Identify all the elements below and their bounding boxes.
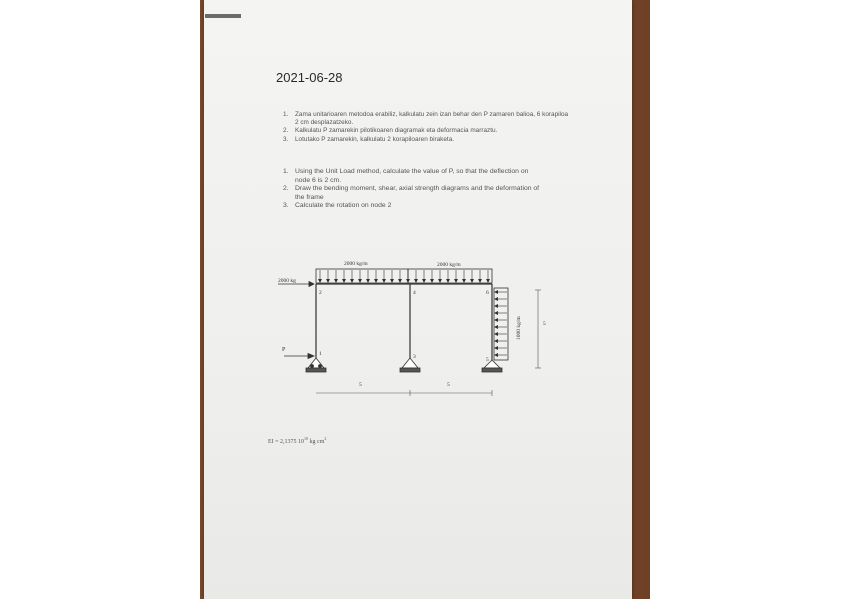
question-text: Calculate the rotation on node 2: [295, 202, 392, 210]
question-number: 2.: [283, 127, 289, 135]
load-arrowhead: [470, 279, 474, 283]
side-load-arrows: [494, 290, 507, 357]
load-arrowhead: [430, 279, 434, 283]
distributed-load-blocks: [316, 269, 492, 283]
ei-exponent: 10: [304, 436, 309, 441]
frame-members: [316, 284, 492, 360]
ei-formula: [268, 436, 326, 445]
span-left-label: 5: [359, 382, 362, 388]
point-load-label: 2000 kg: [278, 278, 296, 284]
load-label-left: 2000 kg/m: [344, 261, 368, 267]
dimension-lines: [316, 290, 541, 396]
question-text: Using the Unit Load method, calculate the value of P, so that the deflection on node 6 is 2 cm.: [295, 168, 529, 184]
question-text: Zama unitarioaren metodoa erabiliz, kalkulatu zein izan behar den P zamaren balioa, 6 korapiloa 2 cm desplazatzeko.: [295, 111, 569, 127]
load-arrowhead: [462, 279, 466, 283]
question-text: Draw the bending moment, shear, axial strength diagrams and the deformation of the frame: [295, 185, 540, 201]
side-load-label: 1000 kg/m: [516, 316, 522, 340]
force-p-arrow: [284, 354, 314, 359]
ei-unit-exponent: 2: [324, 436, 327, 441]
load-arrowhead: [446, 279, 450, 283]
exam-date: 2021-06-28: [276, 70, 343, 85]
ei-unit: kg cm: [309, 439, 325, 445]
node-4-label: 4: [413, 290, 416, 296]
ei-text: EI = 2,1375 10: [268, 439, 305, 445]
side-load-arrowhead: [494, 304, 498, 308]
load-arrowhead: [326, 279, 330, 283]
node-2-label: 2: [319, 290, 322, 296]
load-arrowhead: [438, 279, 442, 283]
side-load-arrowhead: [494, 339, 498, 343]
load-arrowhead: [390, 279, 394, 283]
side-load-arrowhead: [494, 297, 498, 301]
support-fixed-right: [482, 360, 502, 372]
support-pin-middle: [400, 358, 420, 372]
question-text: Kalkulatu P zamarekin pilotikoaren diagramak eta deformacia marraztu.: [295, 127, 498, 135]
load-arrowhead: [414, 279, 418, 283]
load-arrows: [318, 270, 490, 283]
side-load-arrowhead: [494, 332, 498, 336]
node-1-label: 1: [319, 351, 322, 357]
load-arrowhead: [366, 279, 370, 283]
question-number: 1.: [283, 168, 289, 175]
load-label-right: 2000 kg/m: [437, 262, 461, 268]
load-arrowhead: [334, 279, 338, 283]
load-arrowhead: [398, 279, 402, 283]
node-5-label: 5: [486, 357, 489, 363]
span-right-label: 5: [447, 382, 450, 388]
question-number: 1.: [283, 111, 289, 118]
load-arrowhead: [374, 279, 378, 283]
support-pin-left: [306, 358, 326, 372]
question-number: 3.: [283, 202, 289, 210]
side-load-arrowhead: [494, 318, 498, 322]
load-arrowhead: [342, 279, 346, 283]
side-load-arrowhead: [494, 353, 498, 357]
load-block-left: [316, 269, 408, 283]
question-number: 2.: [283, 185, 289, 193]
load-arrowhead: [382, 279, 386, 283]
load-arrowhead: [478, 279, 482, 283]
side-load-arrowhead: [494, 346, 498, 350]
load-arrowhead: [406, 279, 410, 283]
side-load-arrowhead: [494, 311, 498, 315]
side-load-arrowhead: [494, 325, 498, 329]
question-number: 3.: [283, 135, 289, 143]
load-arrowhead: [358, 279, 362, 283]
load-arrowhead: [350, 279, 354, 283]
force-p-label: P: [282, 347, 286, 353]
node-6-label: 6: [486, 290, 489, 296]
height-label: 5: [543, 321, 546, 327]
side-load-arrowhead: [494, 290, 498, 294]
load-arrowhead: [422, 279, 426, 283]
node-3-label: 3: [413, 354, 416, 360]
load-arrowhead: [486, 279, 490, 283]
question-text: Lotutako P zamarekin, kalkulatu 2 korapiloaren biraketa.: [295, 135, 455, 143]
load-arrowhead: [318, 279, 322, 283]
load-arrowhead: [454, 279, 458, 283]
